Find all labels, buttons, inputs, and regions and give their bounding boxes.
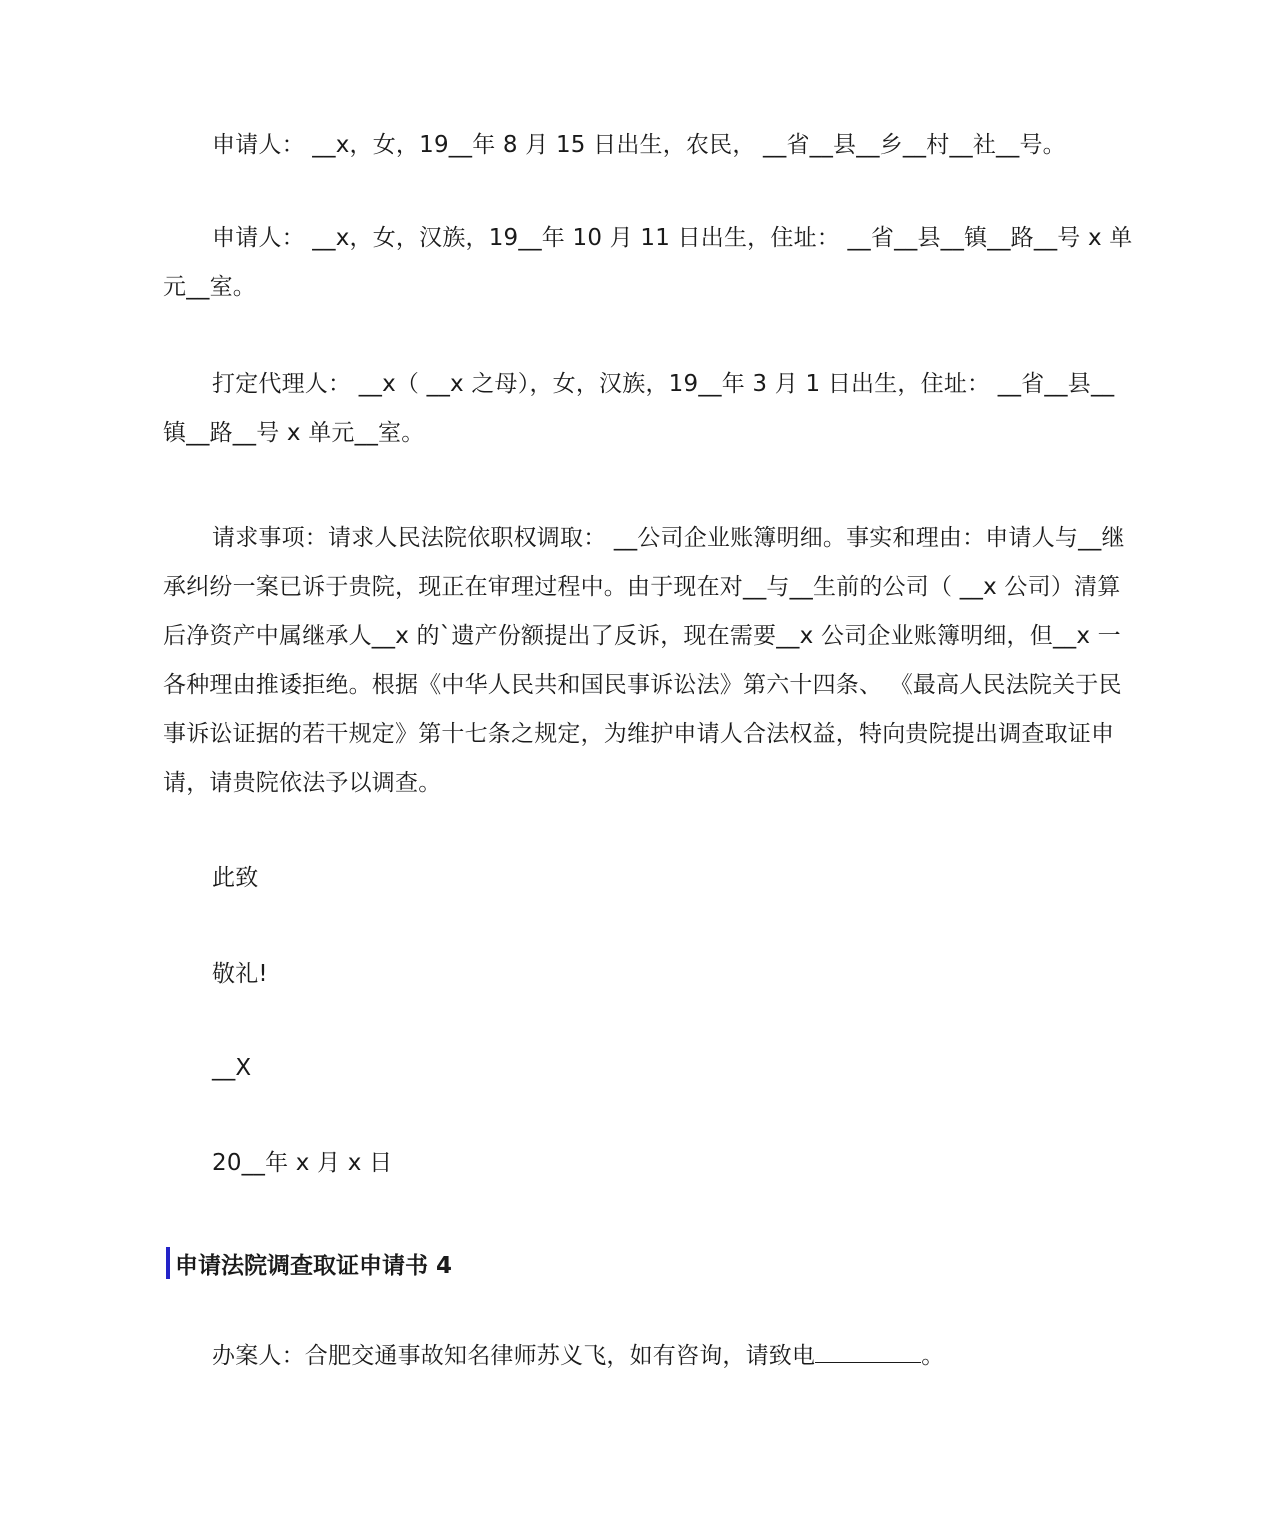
closing-greeting: 此致	[212, 865, 259, 891]
handler-text: 办案人：合肥交通事故知名律师苏义飞，如有咨询，请致电	[212, 1343, 816, 1369]
phone-blank	[815, 1340, 921, 1363]
handler-suffix: 。	[921, 1343, 945, 1369]
applicant-2-paragraph: 申请人： __x，女，汉族，19__年 10 月 11 日出生，住址： __省__县__镇__路__号 x 单元__室。	[163, 225, 1133, 300]
date-line: 20__年 x 月 x 日	[212, 1150, 393, 1176]
handler-paragraph	[163, 1332, 1135, 1381]
agent-paragraph: 打定代理人： __x（ __x 之母），女，汉族，19__年 3 月 1 日出生，住址： __省__县__镇__路__号 x 单元__室。	[163, 371, 1115, 446]
section-heading	[166, 1246, 452, 1280]
closing-regards: 敬礼!	[212, 961, 268, 987]
signature-line: __X	[212, 1055, 252, 1081]
section-heading-text: 申请法院调查取证申请书 4	[175, 1252, 453, 1279]
request-paragraph: 请求事项：请求人民法院依职权调取： __公司企业账簿明细。事实和理由：申请人与__继承纠纷一案已诉于贵院，现正在审理过程中。由于现在对__与__生前的公司（ __x 公司）清算后净资产中属继承人__x 的`遗产份额提出了反诉，现在需要__x 公司企业账簿明细，但__x 一各种理由推诿拒绝。根据《中华人民共和国民事诉讼法》第六十四条、 《最高人民法院关于民事诉讼证据的若干规定》第十七条之规定，为维护申请人合法权益，特向贵院提出调查取证申请，请贵院依法予以调查。	[163, 525, 1125, 796]
heading-accent-bar	[166, 1247, 170, 1279]
applicant-1-paragraph: 申请人： __x，女，19__年 8 月 15 日出生，农民， __省__县__乡__村__社__号。	[212, 132, 1066, 158]
